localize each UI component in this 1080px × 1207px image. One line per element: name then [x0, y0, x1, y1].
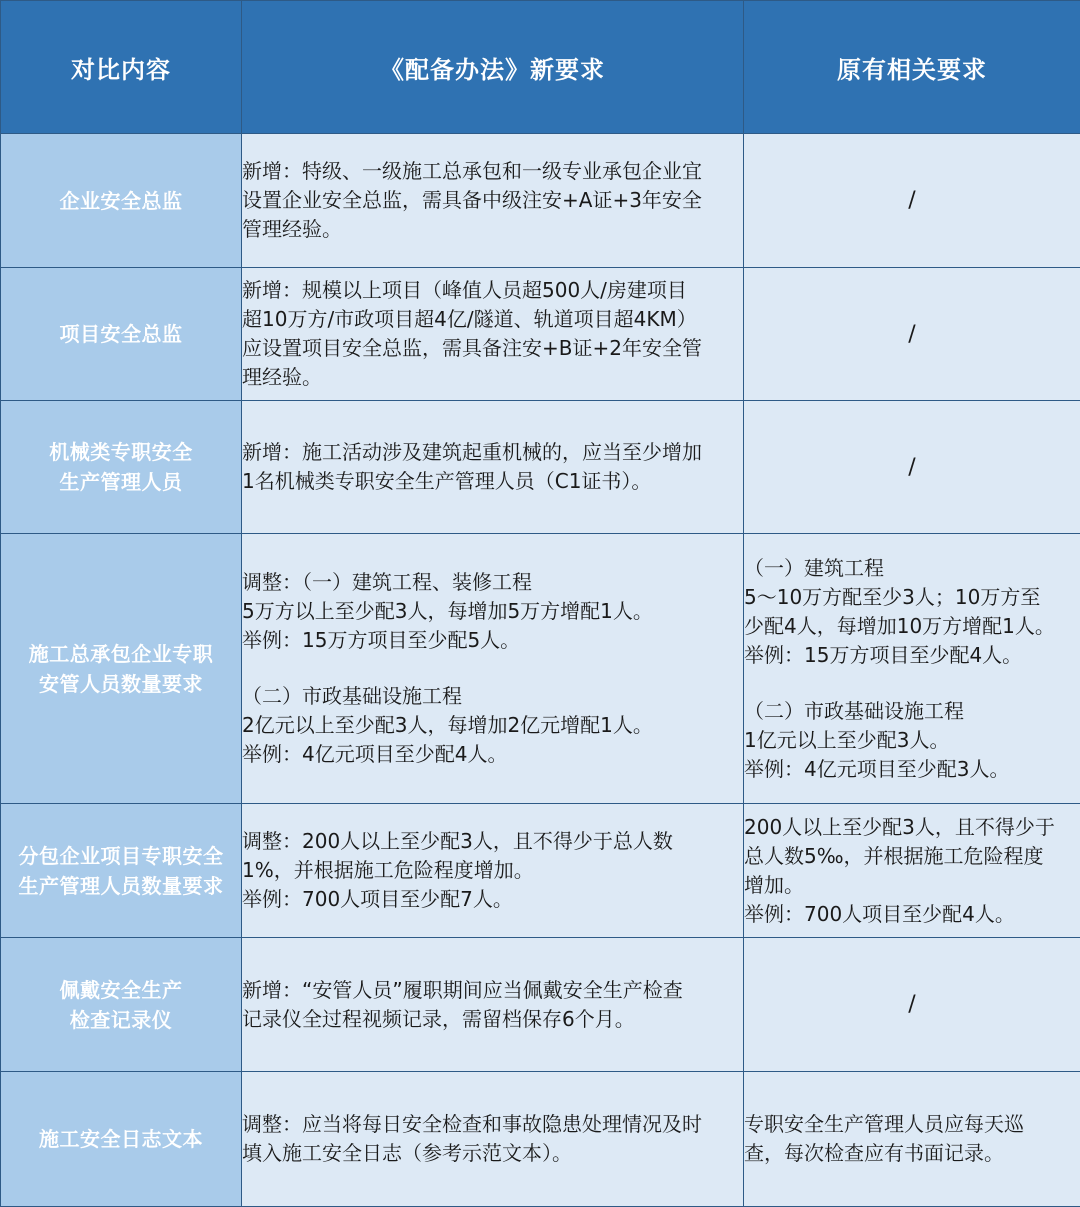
row-machinery-safety-staff [1, 401, 1080, 534]
text-line: 超10万方/市政项目超4亿/隧道、轨道项目超4KM） [242, 305, 743, 334]
text-line: （一）建筑工程 [744, 554, 1080, 583]
row-label-line: 项目安全总监 [1, 319, 241, 349]
original-requirement-cell [744, 134, 1080, 268]
row-label-line: 检查记录仪 [1, 1005, 241, 1035]
text-line: 举例：15万方项目至少配5人。 [242, 626, 743, 655]
row-label [1, 1072, 242, 1207]
text-line: 调整：应当将每日安全检查和事故隐患处理情况及时 [242, 1110, 743, 1139]
new-requirement-cell [242, 268, 744, 401]
original-requirement-cell [744, 1072, 1080, 1207]
text-line: 举例：700人项目至少配7人。 [242, 885, 743, 914]
row-subcontractor-staffing [1, 804, 1080, 938]
original-requirement-cell [744, 401, 1080, 534]
row-label-line: 佩戴安全生产 [1, 975, 241, 1005]
header-new-requirements: 《配备办法》新要求 [242, 1, 744, 134]
row-label-line: 生产管理人员数量要求 [1, 871, 241, 901]
text-line: 2亿元以上至少配3人，每增加2亿元增配1人。 [242, 711, 743, 740]
text-line: 总人数5‰，并根据施工危险程度 [744, 842, 1080, 871]
new-requirement-cell [242, 1072, 744, 1207]
row-label-line: 企业安全总监 [1, 186, 241, 216]
text-line: 1名机械类专职安全生产管理人员（C1证书）。 [242, 467, 743, 496]
text-line: （二）市政基础设施工程 [242, 682, 743, 711]
row-label-line: 机械类专职安全 [1, 437, 241, 467]
text-line: 设置企业安全总监，需具备中级注安+A证+3年安全 [242, 186, 743, 215]
text-line: 新增：“安管人员”履职期间应当佩戴安全生产检查 [242, 976, 743, 1005]
original-requirement-cell [744, 938, 1080, 1072]
text-line: 应设置项目安全总监，需具备注安+B证+2年安全管 [242, 334, 743, 363]
text-line: （二）市政基础设施工程 [744, 697, 1080, 726]
text-line: 举例：700人项目至少配4人。 [744, 900, 1080, 929]
row-label-line: 安管人员数量要求 [1, 669, 241, 699]
text-line: 填入施工安全日志（参考示范文本）。 [242, 1139, 743, 1168]
row-label-line: 施工总承包企业专职 [1, 639, 241, 669]
text-line: 查，每次检查应有书面记录。 [744, 1139, 1080, 1168]
row-label-line: 施工安全日志文本 [1, 1124, 241, 1154]
row-label [1, 938, 242, 1072]
text-line: 新增：特级、一级施工总承包和一级专业承包企业宜 [242, 157, 743, 186]
new-requirement-cell [242, 804, 744, 938]
text-line: 记录仪全过程视频记录，需留档保存6个月。 [242, 1005, 743, 1034]
new-requirement-cell [242, 134, 744, 268]
row-project-safety-director [1, 268, 1080, 401]
new-requirement-cell [242, 938, 744, 1072]
text-line: 专职安全生产管理人员应每天巡 [744, 1110, 1080, 1139]
header-original-requirements: 原有相关要求 [744, 1, 1080, 134]
row-inspection-recorder [1, 938, 1080, 1072]
original-requirement-cell [744, 268, 1080, 401]
text-line: 5～10万方配至少3人；10万方至 [744, 583, 1080, 612]
original-requirement-cell [744, 534, 1080, 804]
text-line [744, 670, 1080, 697]
header-comparison-item: 对比内容 [1, 1, 242, 134]
new-requirement-cell [242, 401, 744, 534]
text-line: 举例：15万方项目至少配4人。 [744, 641, 1080, 670]
text-line: 200人以上至少配3人，且不得少于 [744, 813, 1080, 842]
text-line: 少配4人，每增加10万方增配1人。 [744, 612, 1080, 641]
header-row [1, 1, 1080, 134]
text-line: 新增：施工活动涉及建筑起重机械的，应当至少增加 [242, 438, 743, 467]
not-applicable-mark: / [908, 455, 915, 480]
row-label [1, 134, 242, 268]
text-line: 增加。 [744, 871, 1080, 900]
text-line: 新增：规模以上项目（峰值人员超500人/房建项目 [242, 276, 743, 305]
row-label [1, 401, 242, 534]
not-applicable-mark: / [908, 188, 915, 213]
text-line [242, 655, 743, 682]
original-requirement-cell [744, 804, 1080, 938]
not-applicable-mark: / [908, 992, 915, 1017]
text-line: 管理经验。 [242, 215, 743, 244]
text-line: 理经验。 [242, 363, 743, 392]
text-line: 调整：200人以上至少配3人，且不得少于总人数 [242, 827, 743, 856]
text-line: 5万方以上至少配3人，每增加5万方增配1人。 [242, 597, 743, 626]
not-applicable-mark: / [908, 322, 915, 347]
row-general-contractor-staffing [1, 534, 1080, 804]
text-line: 1亿元以上至少配3人。 [744, 726, 1080, 755]
row-label [1, 268, 242, 401]
row-label-line: 生产管理人员 [1, 467, 241, 497]
text-line: 举例：4亿元项目至少配3人。 [744, 755, 1080, 784]
new-requirement-cell [242, 534, 744, 804]
text-line: 举例：4亿元项目至少配4人。 [242, 740, 743, 769]
row-label-line: 分包企业项目专职安全 [1, 841, 241, 871]
row-enterprise-safety-director [1, 134, 1080, 268]
text-line: 1%，并根据施工危险程度增加。 [242, 856, 743, 885]
row-label [1, 804, 242, 938]
text-line: 调整：（一）建筑工程、装修工程 [242, 568, 743, 597]
row-safety-log-text [1, 1072, 1080, 1207]
row-label [1, 534, 242, 804]
